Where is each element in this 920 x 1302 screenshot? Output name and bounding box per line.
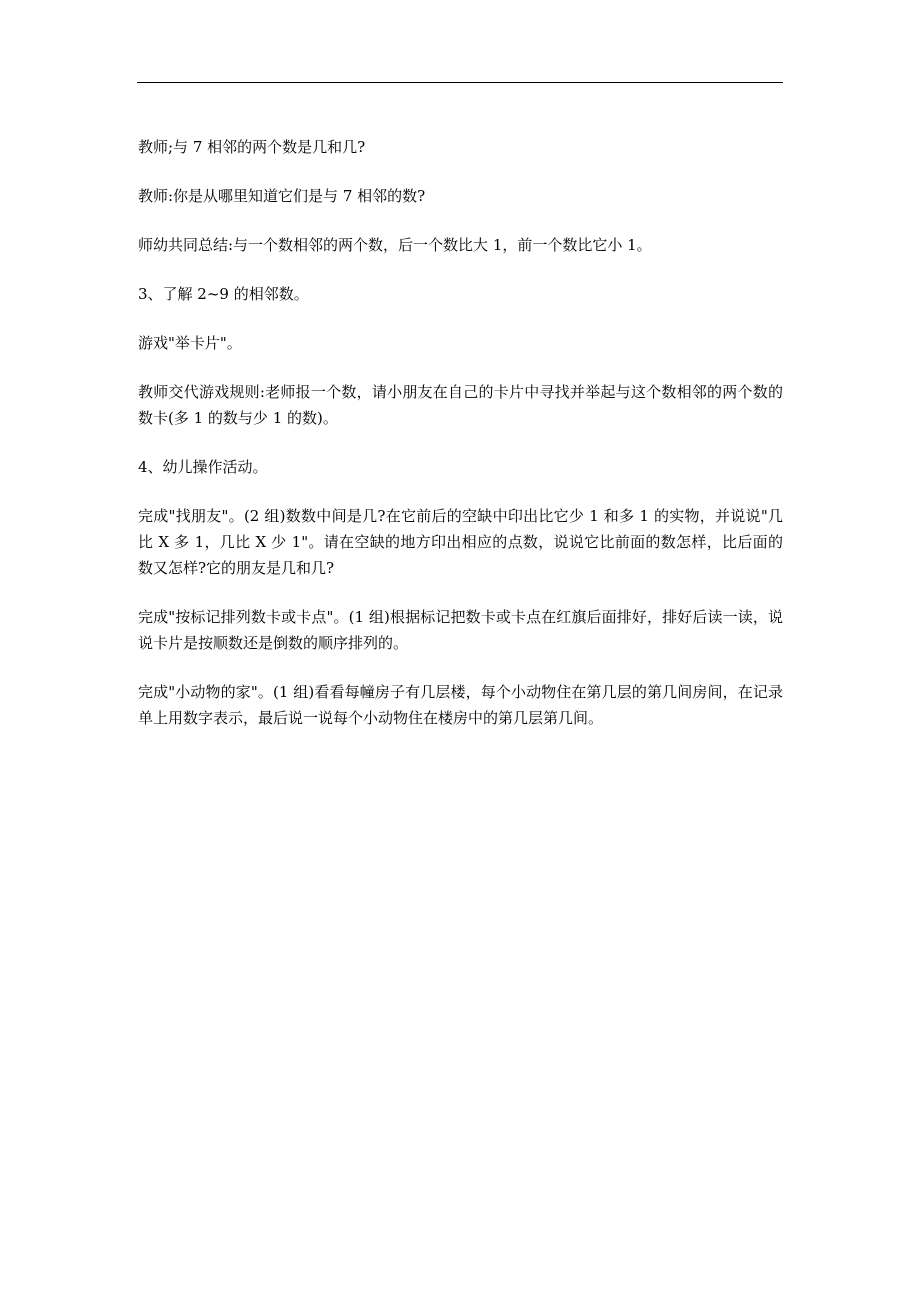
paragraph-game-rules: 教师交代游戏规则:老师报一个数，请小朋友在自己的卡片中寻找并举起与这个数相邻的两个数的数卡(多 1 的数与少 1 的数)。	[138, 383, 783, 427]
paragraph-step-3-heading: 3、了解 2~9 的相邻数。	[138, 285, 309, 303]
header-rule	[137, 82, 783, 83]
paragraph-step-4-heading: 4、幼儿操作活动。	[138, 458, 268, 476]
paragraph-game-title: 游戏"举卡片"。	[138, 334, 242, 352]
paragraph-arrange-cards: 完成"按标记排列数卡或卡点"。(1 组)根据标记把数卡或卡点在红旗后面排好，排好后读一读，说说卡片是按顺数还是倒数的顺序排列的。	[138, 608, 783, 652]
paragraph-animal-home: 完成"小动物的家"。(1 组)看看每幢房子有几层楼，每个小动物住在第几层的第几间房间，在记录单上用数字表示，最后说一说每个小动物住在楼房中的第几层第几间。	[138, 683, 783, 727]
paragraph-teacher-question-1: 教师;与 7 相邻的两个数是几和几?	[138, 138, 366, 156]
document-body	[138, 134, 783, 754]
paragraph-summary: 师幼共同总结:与一个数相邻的两个数，后一个数比大 1，前一个数比它小 1。	[138, 236, 652, 254]
paragraph-find-friends: 完成"找朋友"。(2 组)数数中间是几?在它前后的空缺中印出比它少 1 和多 1 的实物，并说说"几比 X 多 1，几比 X 少 1"。请在空缺的地方印出相应的点数，说说它比前面的数怎样，比后面的数又怎样?它的朋友是几和几?	[138, 507, 783, 577]
paragraph-teacher-question-2: 教师:你是从哪里知道它们是与 7 相邻的数?	[138, 187, 426, 205]
